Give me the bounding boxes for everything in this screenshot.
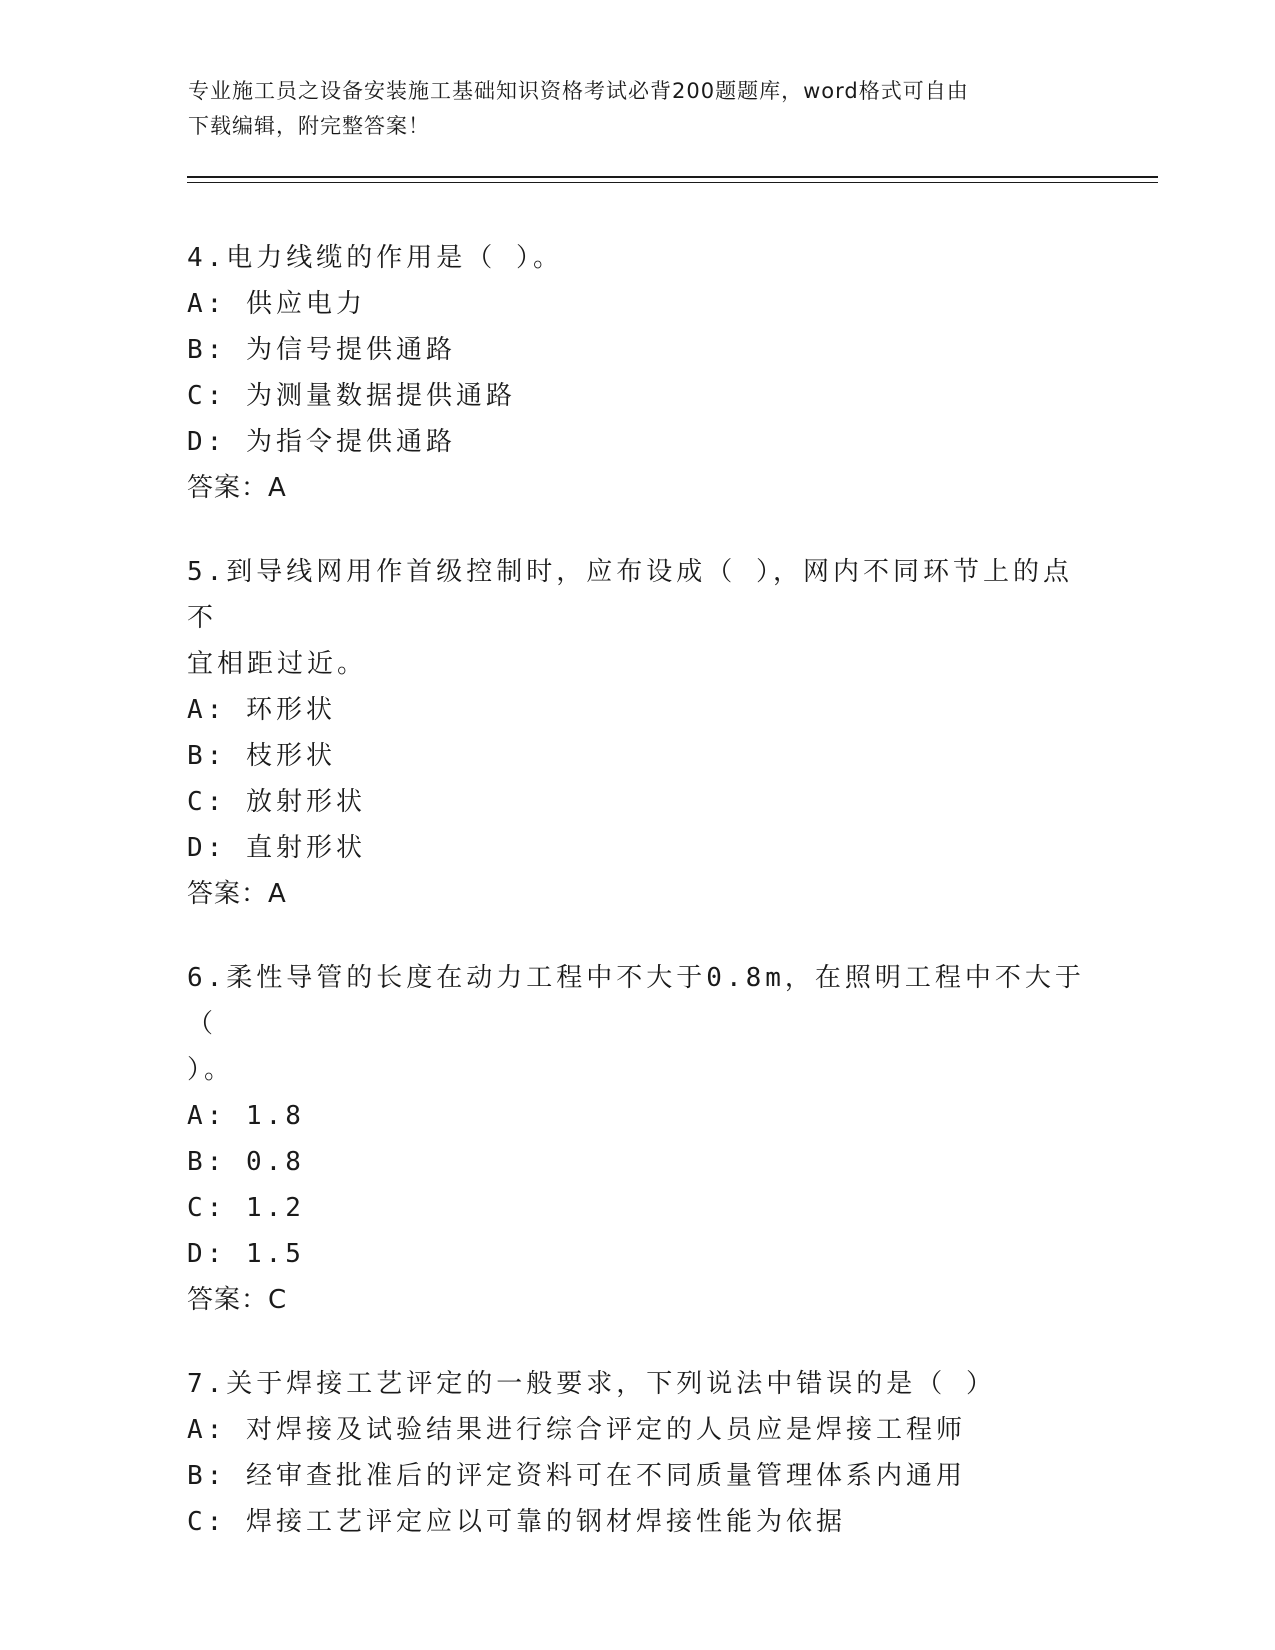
option-b: B: 经审查批准后的评定资料可在不同质量管理体系内通用 — [187, 1461, 966, 1491]
answer: 答案：C — [187, 1285, 288, 1315]
question-6 — [187, 955, 1087, 1323]
question-list — [187, 235, 1087, 1583]
header-divider-thin — [187, 182, 1158, 183]
question-4 — [187, 235, 1087, 511]
header-title-line-1: 专业施工员之设备安装施工基础知识资格考试必背200题题库，word格式可自由 — [188, 79, 969, 103]
option-c: C: 放射形状 — [187, 787, 366, 817]
question-stem: 6.柔性导管的长度在动力工程中不大于0.8m，在照明工程中不大于（ — [187, 963, 1085, 1039]
option-a: A: 对焊接及试验结果进行综合评定的人员应是焊接工程师 — [187, 1415, 966, 1445]
question-stem: 4.电力线缆的作用是（ ）。 — [187, 243, 563, 273]
option-c: C: 1.2 — [187, 1193, 305, 1223]
option-c: C: 焊接工艺评定应以可靠的钢材焊接性能为依据 — [187, 1507, 846, 1537]
document-header — [188, 74, 1078, 144]
question-5 — [187, 549, 1087, 917]
option-a: A: 供应电力 — [187, 289, 366, 319]
question-stem: 5.到导线网用作首级控制时，应布设成（ ），网内不同环节上的点不 — [187, 557, 1073, 633]
option-a: A: 环形状 — [187, 695, 336, 725]
question-stem-continued: 宜相距过近。 — [187, 649, 368, 679]
header-divider-thick — [187, 176, 1158, 178]
option-d: D: 1.5 — [187, 1239, 305, 1269]
answer: 答案：A — [187, 473, 287, 503]
option-b: B: 0.8 — [187, 1147, 305, 1177]
question-7 — [187, 1361, 1087, 1545]
header-title-line-2: 下载编辑，附完整答案！ — [188, 114, 430, 138]
question-stem-continued: ）。 — [187, 1055, 235, 1085]
option-c: C: 为测量数据提供通路 — [187, 381, 516, 411]
option-a: A: 1.8 — [187, 1101, 305, 1131]
option-b: B: 为信号提供通路 — [187, 335, 456, 365]
answer: 答案：A — [187, 879, 287, 909]
option-d: D: 直射形状 — [187, 833, 366, 863]
option-b: B: 枝形状 — [187, 741, 336, 771]
option-d: D: 为指令提供通路 — [187, 427, 456, 457]
question-stem: 7.关于焊接工艺评定的一般要求，下列说法中错误的是（ ） — [187, 1369, 996, 1399]
